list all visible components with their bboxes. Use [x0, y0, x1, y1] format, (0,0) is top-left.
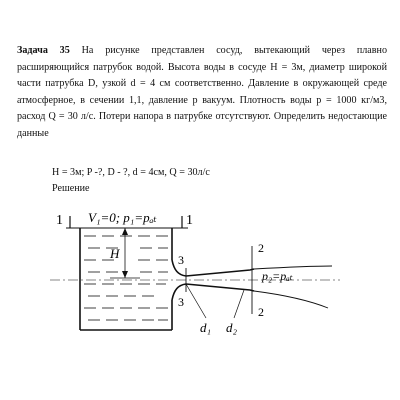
jet-bottom: [254, 291, 328, 308]
problem-label: Задача 35: [17, 45, 70, 56]
section-1-left-label: 1: [56, 213, 63, 228]
given-data: H = 3м; P -?, D - ?, d = 4см, Q = 30л/с: [52, 167, 210, 178]
height-arrow-head-bottom: [122, 271, 128, 278]
d2-leader: [234, 290, 244, 318]
section-3-bottom-label: 3: [178, 295, 184, 309]
section-1-right-label: 1: [186, 213, 193, 228]
section-3-top-label: 3: [178, 253, 184, 267]
section-2-bottom-label: 2: [258, 305, 264, 319]
d2-label: d₂: [226, 320, 238, 335]
vessel-diagram: [40, 200, 360, 340]
d1-leader: [186, 284, 206, 318]
nozzle-bottom-contour: [172, 284, 254, 300]
solution-label: Решение: [52, 183, 90, 194]
exit-pressure-label: p₂=pₐₜ: [262, 269, 293, 283]
d1-label: d₁: [200, 320, 212, 335]
section-2-top-label: 2: [258, 241, 264, 255]
height-arrow-head-top: [122, 228, 128, 235]
height-label: H: [110, 246, 120, 261]
nozzle-top-contour: [172, 260, 254, 276]
top-condition-label: V₁=0; p₁=pₐₜ: [88, 210, 157, 225]
problem-text: На рисунке представлен сосуд, вытекающий через плавно расширяющийся патрубок водой. Высота воды в сосуде H = 3м, диаметр широкой части патрубка D, узкой d = 4 см соответственно. Давление в окружающей среде атмосферное, в сечении 1,1, давление р вакуум. Плотность воды р = 1000 кг/м3, расход Q = 30 л/с. Потери напора в патрубке отсутствуют. Определить недостающие данные: [17, 45, 387, 139]
problem-statement: [17, 43, 387, 142]
